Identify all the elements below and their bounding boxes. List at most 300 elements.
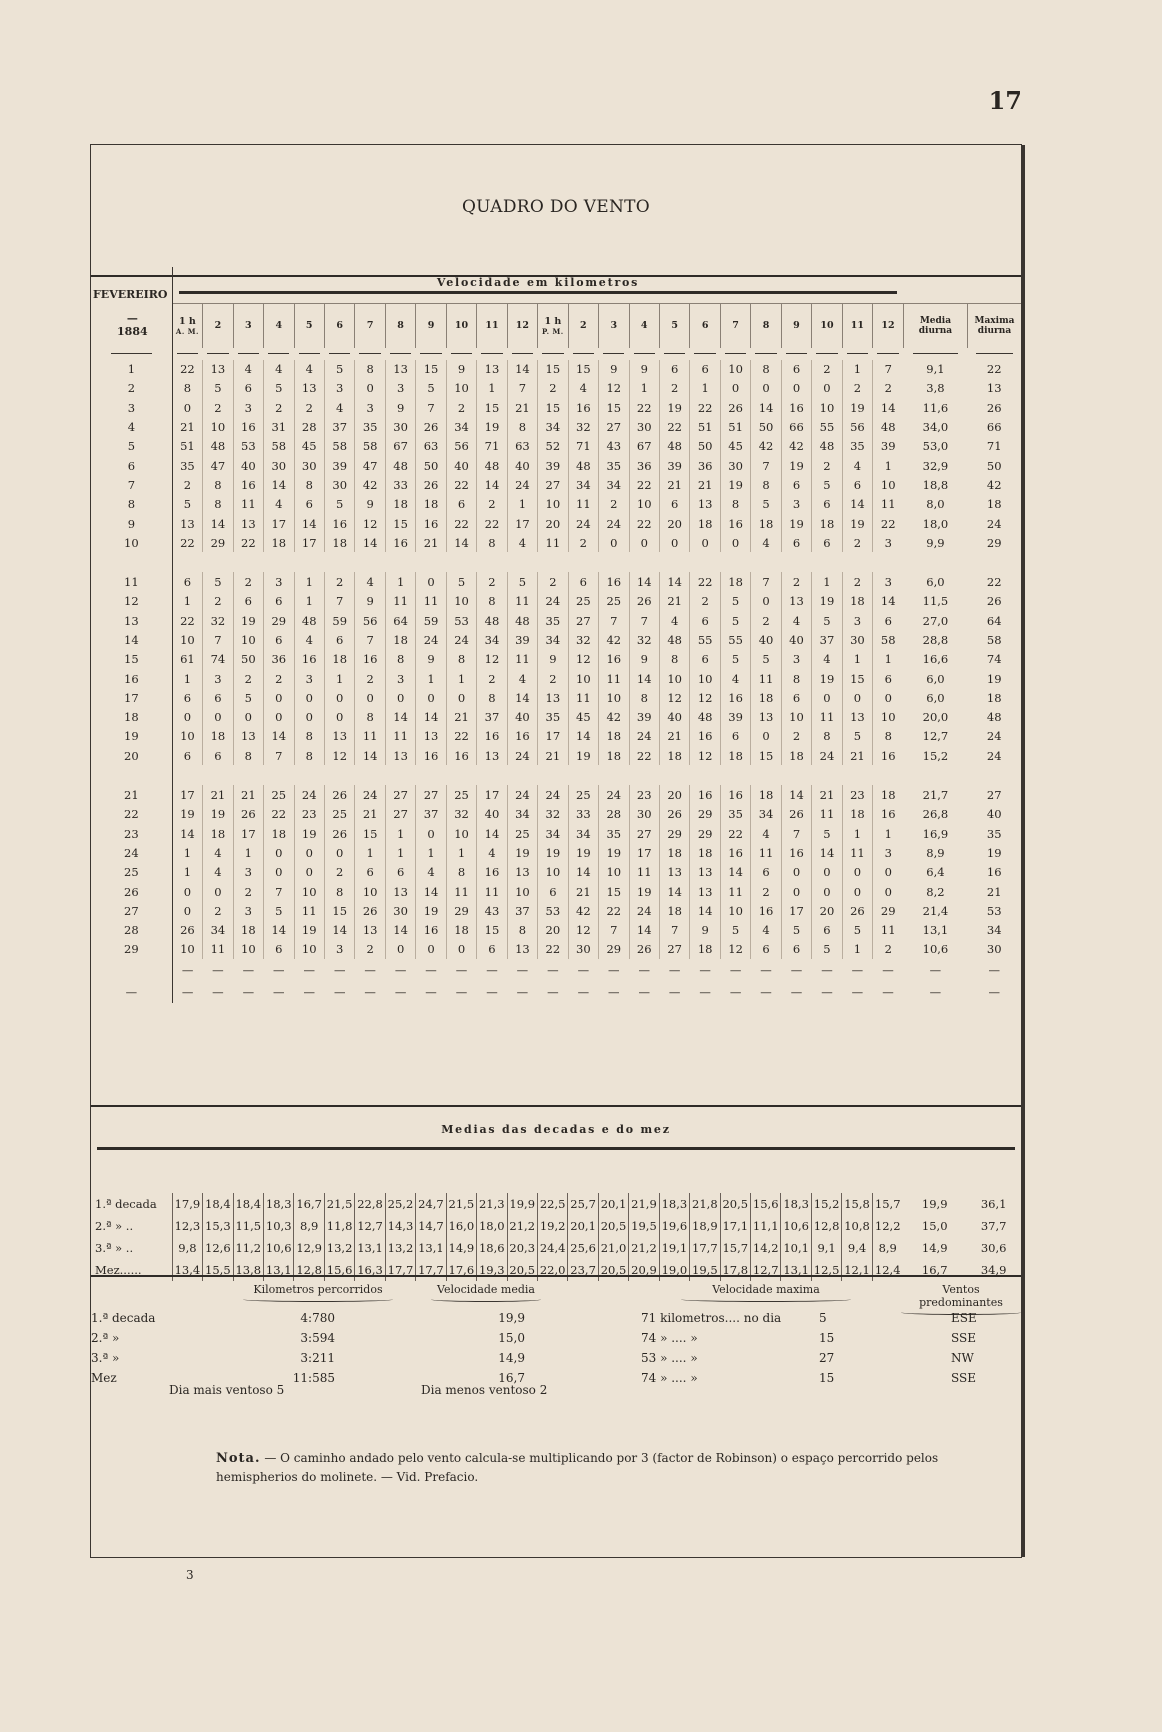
hourly-speed: 19	[416, 901, 446, 920]
hourly-speed: 56	[446, 437, 476, 456]
hourly-speed: 6	[812, 533, 842, 552]
hourly-speed: 18	[416, 495, 446, 514]
hourly-speed: 9	[385, 398, 415, 417]
hourly-speed: 16	[233, 417, 263, 436]
day-number: 25	[91, 863, 172, 882]
hourly-speed: 3	[294, 669, 324, 688]
average-value: 36,1	[980, 1197, 1007, 1211]
hourly-speed: 6	[873, 669, 904, 688]
winds-header: Ventos predominantes	[901, 1283, 1021, 1315]
hourly-speed: 28	[599, 805, 629, 824]
hourly-speed: 39	[720, 708, 750, 727]
table-row	[91, 921, 1021, 940]
average-value: 20,1	[568, 1215, 598, 1237]
hourly-speed: 29	[659, 824, 689, 843]
hourly-speed: 29	[599, 940, 629, 959]
table-row	[91, 863, 1021, 882]
hourly-speed: 4	[294, 360, 324, 379]
hourly-speed: 0	[264, 843, 294, 862]
day-number: 23	[91, 824, 172, 843]
hourly-speed: 10	[233, 630, 263, 649]
hourly-speed: 8	[203, 495, 233, 514]
dash: —	[790, 985, 803, 1000]
daily-max: 34	[986, 923, 1002, 938]
hourly-speed: 4	[812, 650, 842, 669]
hourly-speed: 4	[203, 863, 233, 882]
daily-max: 18	[986, 690, 1002, 705]
hourly-speed: 25	[324, 805, 354, 824]
dash: —	[851, 985, 864, 1000]
divider	[97, 1147, 1015, 1150]
average-row	[91, 1237, 1021, 1259]
hourly-speed: 24	[507, 785, 537, 804]
hourly-speed: 0	[385, 688, 415, 707]
hourly-speed: 25	[599, 592, 629, 611]
hourly-speed: 32	[538, 805, 568, 824]
hourly-speed: 14	[507, 360, 537, 379]
hourly-speed: 15	[538, 398, 568, 417]
hourly-speed: 50	[233, 650, 263, 669]
hourly-speed: 3	[324, 940, 354, 959]
hourly-wind-table	[91, 267, 1021, 1003]
hourly-speed: 18	[842, 805, 872, 824]
max-speed-value: 74 » .... »	[641, 1371, 698, 1385]
hourly-speed: 13	[477, 746, 507, 765]
hourly-speed: 4	[507, 669, 537, 688]
hourly-speed: 11	[233, 495, 263, 514]
hourly-speed: 18	[751, 688, 781, 707]
daily-max: 48	[986, 710, 1002, 725]
day-number: 11	[91, 572, 172, 591]
dash: —	[181, 985, 194, 1000]
daily-mean: 16,6	[922, 652, 949, 667]
hourly-speed: 16	[751, 901, 781, 920]
day-number: 18	[91, 708, 172, 727]
hourly-speed: 8	[446, 863, 476, 882]
hourly-speed: 7	[629, 611, 659, 630]
hourly-speed: 4	[568, 379, 598, 398]
hourly-speed: 1	[172, 669, 202, 688]
hourly-speed: 14	[477, 475, 507, 494]
average-value: 13,2	[385, 1237, 415, 1259]
hourly-speed: 6	[751, 863, 781, 882]
hourly-speed: 14	[355, 533, 385, 552]
hourly-speed: 35	[599, 456, 629, 475]
average-value: 34,9	[980, 1263, 1007, 1277]
hourly-speed: 26	[781, 805, 811, 824]
hourly-speed: 8	[203, 475, 233, 494]
daily-mean: 6,4	[926, 865, 945, 880]
hourly-speed: 1	[873, 650, 904, 669]
hourly-speed: 14	[294, 514, 324, 533]
hourly-speed: 14	[629, 572, 659, 591]
hourly-speed: 7	[599, 921, 629, 940]
hourly-speed: 11	[812, 708, 842, 727]
hourly-speed: 18	[599, 746, 629, 765]
hourly-speed: 17	[264, 514, 294, 533]
hourly-speed: 39	[629, 708, 659, 727]
average-value: 24,7	[416, 1193, 446, 1215]
hourly-speed: 25	[568, 785, 598, 804]
hourly-speed: 24	[568, 514, 598, 533]
average-value: 19,5	[690, 1259, 720, 1281]
hourly-speed: 0	[203, 708, 233, 727]
hourly-speed: 48	[294, 611, 324, 630]
average-value: 10,3	[264, 1215, 294, 1237]
hourly-speed: 22	[446, 727, 476, 746]
hourly-speed: 18	[233, 921, 263, 940]
average-value: 19,2	[537, 1215, 567, 1237]
hourly-speed: 18	[690, 940, 720, 959]
avg-speed-value: 15,0	[498, 1331, 525, 1345]
hourly-speed: 8	[355, 708, 385, 727]
divider	[91, 1105, 1021, 1107]
hourly-speed: 48	[385, 456, 415, 475]
hourly-speed: 63	[416, 437, 446, 456]
hourly-speed: 16	[720, 688, 750, 707]
table-row	[91, 708, 1021, 727]
hourly-speed: 2	[751, 882, 781, 901]
average-value: 19,5	[629, 1215, 659, 1237]
dash: —	[668, 985, 681, 1000]
hourly-speed: 2	[842, 379, 872, 398]
hourly-speed: 6	[720, 727, 750, 746]
hourly-speed: 7	[781, 824, 811, 843]
windiest-day: Dia mais ventoso 5	[169, 1383, 285, 1397]
hourly-speed: 5	[812, 475, 842, 494]
hourly-speed: 11	[751, 669, 781, 688]
hourly-speed: 26	[324, 824, 354, 843]
table-row	[91, 456, 1021, 475]
hourly-speed: 6	[294, 495, 324, 514]
average-label: Mez......	[95, 1263, 142, 1277]
hourly-speed: 14	[629, 921, 659, 940]
average-value: 21,5	[446, 1193, 476, 1215]
table-row	[91, 475, 1021, 494]
hourly-speed: 42	[568, 901, 598, 920]
daily-mean: 8,2	[926, 884, 945, 899]
hourly-speed: 5	[507, 572, 537, 591]
hourly-speed: 16	[599, 650, 629, 669]
hourly-speed: 48	[812, 437, 842, 456]
dash: —	[455, 963, 468, 978]
hourly-speed: 3	[873, 572, 904, 591]
hourly-speed: 18	[812, 514, 842, 533]
hourly-speed: 5	[324, 360, 354, 379]
average-value: 17,7	[690, 1237, 720, 1259]
hourly-speed: 22	[446, 514, 476, 533]
hourly-speed: 63	[507, 437, 537, 456]
hourly-speed: 8	[294, 475, 324, 494]
hourly-speed: 18	[720, 572, 750, 591]
hourly-speed: 4	[203, 843, 233, 862]
km-value: 4:780	[300, 1311, 335, 1325]
hourly-speed: 24	[538, 592, 568, 611]
hourly-speed: 1	[690, 379, 720, 398]
hourly-speed: 21	[659, 592, 689, 611]
page-number: 17	[988, 86, 1022, 115]
dash: —	[760, 985, 772, 1000]
hourly-speed: 2	[264, 398, 294, 417]
hourly-speed: 3	[233, 901, 263, 920]
hourly-speed: 9	[599, 360, 629, 379]
hour-header: 3	[599, 303, 629, 348]
average-value: 18,3	[264, 1193, 294, 1215]
daily-max-header: Maxima diurna	[967, 303, 1021, 348]
summary-row	[91, 1311, 1021, 1331]
dash: —	[988, 963, 1000, 978]
hourly-speed: 1	[324, 669, 354, 688]
hourly-speed: 11	[599, 669, 629, 688]
hourly-speed: 18	[781, 746, 811, 765]
hourly-speed: 40	[507, 708, 537, 727]
hourly-speed: 14	[812, 843, 842, 862]
dash: —	[486, 985, 498, 1000]
hourly-speed: 2	[690, 592, 720, 611]
hourly-speed: 0	[629, 533, 659, 552]
hourly-speed: 15	[324, 901, 354, 920]
hourly-speed: 0	[599, 533, 629, 552]
hourly-speed: 5	[781, 921, 811, 940]
hourly-speed: 1	[477, 379, 507, 398]
daily-mean: 18,8	[922, 477, 949, 492]
hourly-speed: 13	[507, 863, 537, 882]
hourly-speed: 27	[416, 785, 446, 804]
hourly-speed: 17	[629, 843, 659, 862]
hourly-speed: 22	[446, 475, 476, 494]
daily-max: 42	[986, 477, 1002, 492]
hourly-speed: 22	[477, 514, 507, 533]
hourly-speed: 42	[751, 437, 781, 456]
table-row	[91, 785, 1021, 804]
daily-mean: 28,8	[922, 633, 949, 647]
average-value: 17,7	[385, 1259, 415, 1281]
hourly-speed: 8	[385, 650, 415, 669]
daily-mean: 34,0	[922, 420, 949, 435]
hourly-speed: 15	[385, 514, 415, 533]
average-value: 10,6	[264, 1237, 294, 1259]
hourly-speed: 26	[629, 940, 659, 959]
average-value: 18,3	[781, 1193, 811, 1215]
hourly-speed: 6	[781, 360, 811, 379]
avg-speed-value: 14,9	[498, 1351, 525, 1365]
hourly-speed: 0	[751, 592, 781, 611]
hourly-speed: 4	[477, 843, 507, 862]
hourly-speed: 0	[690, 533, 720, 552]
daily-mean: 6,0	[926, 671, 945, 686]
wind-direction: SSE	[951, 1331, 976, 1345]
average-value: 17,9	[172, 1193, 202, 1215]
average-value: 13,1	[416, 1237, 446, 1259]
hourly-speed: 37	[812, 630, 842, 649]
hourly-speed: 8	[751, 360, 781, 379]
average-value: 30,6	[980, 1241, 1007, 1255]
hourly-speed: 0	[873, 688, 904, 707]
daily-mean: 16,9	[922, 826, 949, 841]
hourly-speed: 1	[842, 650, 872, 669]
hourly-speed: 7	[203, 630, 233, 649]
hourly-speed: 8	[659, 650, 689, 669]
hourly-speed: 14	[355, 746, 385, 765]
hourly-speed: 40	[659, 708, 689, 727]
hourly-speed: 6	[385, 863, 415, 882]
hourly-speed: 8	[812, 727, 842, 746]
average-value: 12,8	[294, 1259, 324, 1281]
km-value: 3:594	[300, 1331, 335, 1345]
hourly-speed: 6	[324, 630, 354, 649]
hourly-speed: 15	[416, 360, 446, 379]
hour-header: 8	[751, 303, 781, 348]
hourly-speed: 13	[690, 882, 720, 901]
average-value: 12,4	[872, 1259, 902, 1281]
hourly-speed: 9	[446, 360, 476, 379]
average-value: 15,0	[921, 1219, 948, 1233]
hourly-speed: 37	[416, 805, 446, 824]
daily-mean: 6,0	[926, 690, 945, 705]
hourly-speed: 22	[233, 533, 263, 552]
hourly-speed: 10	[629, 495, 659, 514]
table-frame	[90, 144, 1022, 1558]
averages-header: Medias das decadas e do mez	[441, 1123, 671, 1136]
hourly-speed: 1	[355, 843, 385, 862]
average-value: 11,8	[324, 1215, 354, 1237]
average-value: 11,5	[233, 1215, 263, 1237]
hourly-speed: 2	[203, 901, 233, 920]
hourly-speed: 43	[599, 437, 629, 456]
km-header: Kilometros percorridos	[243, 1283, 393, 1302]
hourly-speed: 11	[416, 592, 446, 611]
dash: —	[212, 963, 224, 978]
average-value: 14,2	[751, 1237, 781, 1259]
hourly-speed: 5	[842, 921, 872, 940]
hourly-speed: 35	[720, 805, 750, 824]
average-value: 12,6	[203, 1237, 233, 1259]
daily-max: 22	[986, 575, 1002, 590]
hourly-speed: 0	[812, 882, 842, 901]
hourly-speed: 13	[751, 708, 781, 727]
average-value: 20,5	[720, 1193, 750, 1215]
hourly-speed: 18	[446, 921, 476, 940]
hourly-speed: 8	[446, 650, 476, 669]
average-value: 15,3	[203, 1215, 233, 1237]
hourly-speed: 52	[538, 437, 568, 456]
day-number: 27	[91, 901, 172, 920]
average-value: 12,3	[172, 1215, 202, 1237]
day-number: 7	[91, 475, 172, 494]
hourly-speed: 0	[751, 379, 781, 398]
hourly-speed: 1	[172, 592, 202, 611]
hourly-speed: 13	[690, 495, 720, 514]
average-value: 18,0	[477, 1215, 507, 1237]
hourly-speed: 59	[324, 611, 354, 630]
hour-header: 5	[294, 303, 324, 348]
hourly-speed: 19	[812, 669, 842, 688]
hourly-speed: 37	[477, 708, 507, 727]
hourly-speed: 14	[324, 921, 354, 940]
hourly-speed: 17	[781, 901, 811, 920]
hourly-speed: 6	[203, 746, 233, 765]
dash: —	[212, 985, 224, 1000]
day-number: 22	[91, 805, 172, 824]
average-value: 8,9	[872, 1237, 902, 1259]
hourly-speed: 40	[477, 805, 507, 824]
dash: —	[608, 963, 620, 978]
hourly-speed: 18	[264, 533, 294, 552]
hourly-speed: 0	[294, 688, 324, 707]
daily-max: 66	[986, 420, 1002, 435]
hourly-speed: 48	[203, 437, 233, 456]
hourly-speed: 1	[873, 456, 904, 475]
hourly-speed: 5	[720, 611, 750, 630]
hourly-speed: 18	[842, 592, 872, 611]
daily-max: 21	[986, 884, 1002, 899]
divider	[91, 1275, 1021, 1277]
hourly-speed: 8	[873, 727, 904, 746]
hourly-speed: 6	[538, 882, 568, 901]
table-row	[91, 437, 1021, 456]
hourly-speed: 28	[294, 417, 324, 436]
hourly-speed: 22	[172, 360, 202, 379]
hourly-speed: 61	[172, 650, 202, 669]
hourly-speed: 2	[172, 475, 202, 494]
hourly-speed: 12	[690, 688, 720, 707]
hour-period: A. M.	[175, 326, 199, 336]
average-label: 3.ª » ..	[95, 1241, 134, 1255]
hourly-speed: 37	[324, 417, 354, 436]
table-row	[91, 805, 1021, 824]
day-number: 13	[91, 611, 172, 630]
hourly-speed: 15	[355, 824, 385, 843]
hourly-speed: 21	[416, 533, 446, 552]
hourly-speed: 42	[781, 437, 811, 456]
hourly-speed: 8	[477, 592, 507, 611]
hourly-speed: 21	[812, 785, 842, 804]
hourly-speed: 59	[416, 611, 446, 630]
hourly-speed: 11	[507, 592, 537, 611]
avg-speed-value: 19,9	[498, 1311, 525, 1325]
hourly-speed: 11	[842, 843, 872, 862]
average-value: 20,5	[598, 1215, 628, 1237]
daily-mean: 53,0	[922, 439, 949, 454]
hourly-speed: 14	[873, 398, 904, 417]
hourly-speed: 5	[446, 572, 476, 591]
average-value: 10,8	[842, 1215, 872, 1237]
hourly-speed: 6	[264, 630, 294, 649]
daily-mean: 20,0	[922, 710, 949, 725]
daily-mean: 9,9	[926, 535, 945, 550]
hourly-speed: 11	[873, 921, 904, 940]
table-row	[91, 514, 1021, 533]
hourly-speed: 8	[324, 882, 354, 901]
hourly-speed: 22	[172, 533, 202, 552]
hourly-speed: 2	[873, 379, 904, 398]
hourly-speed: 2	[294, 398, 324, 417]
hourly-speed: 71	[477, 437, 507, 456]
hourly-speed: 10	[873, 708, 904, 727]
hourly-speed: 11	[355, 727, 385, 746]
hourly-speed: 2	[324, 863, 354, 882]
hourly-speed: 21	[690, 475, 720, 494]
hourly-speed: 30	[629, 805, 659, 824]
average-value: 18,4	[203, 1193, 233, 1215]
hourly-speed: 22	[629, 398, 659, 417]
hourly-speed: 45	[720, 437, 750, 456]
hourly-speed: 10	[720, 360, 750, 379]
hourly-speed: 36	[629, 456, 659, 475]
day-number: 24	[91, 843, 172, 862]
dash: —	[333, 985, 346, 1000]
dash: —	[486, 963, 498, 978]
